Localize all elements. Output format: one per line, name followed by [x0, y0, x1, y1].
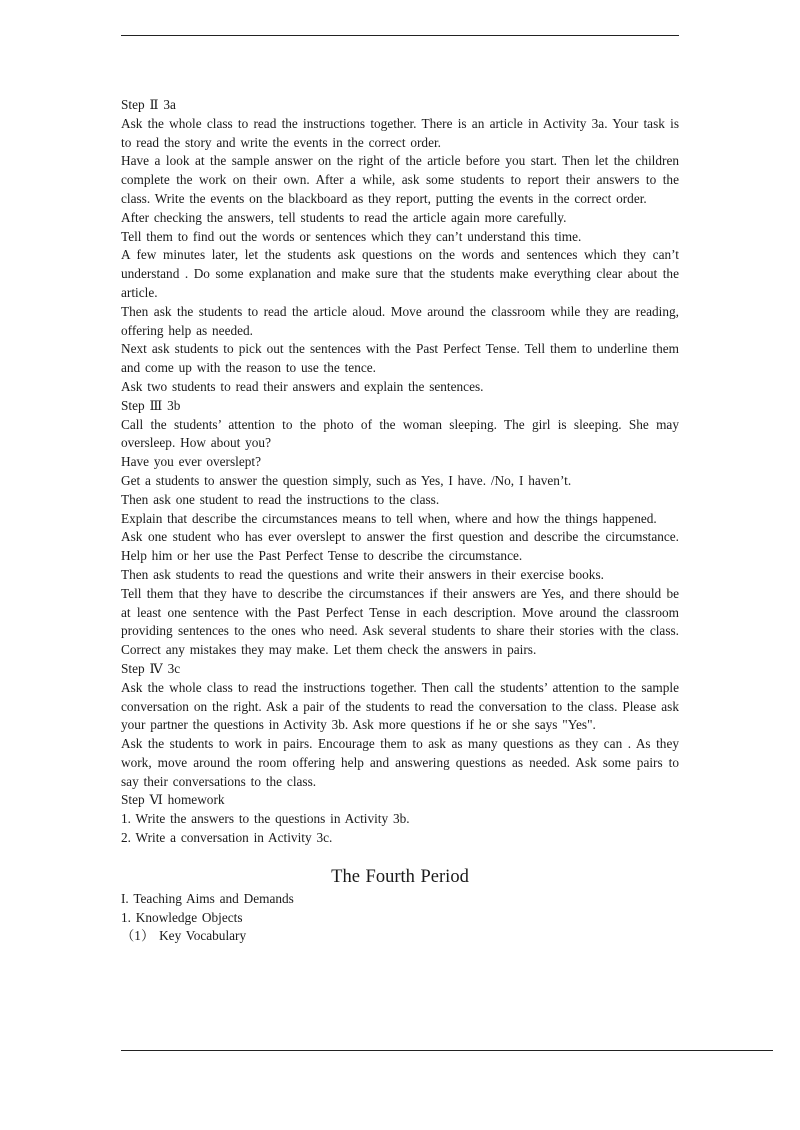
- step-6-heading: Step Ⅵ homework: [121, 792, 225, 808]
- document-body: [121, 96, 679, 946]
- paragraph: After checking the answers, tell students to read the article again more carefully.: [121, 209, 567, 225]
- outline-item: （1） Key Vocabulary: [121, 928, 247, 944]
- paragraph: Then ask the students to read the article aloud. Move around the classroom while they are reading, offering help as needed.: [121, 303, 679, 338]
- paragraph: Explain that describe the circumstances means to tell when, where and how the things happened.: [121, 510, 657, 526]
- paragraph: Ask two students to read their answers and explain the sentences.: [121, 378, 484, 394]
- homework-item: 2. Write a conversation in Activity 3c.: [121, 830, 333, 846]
- paragraph: Ask the whole class to read the instructions together. There is an article in Activity 3a. Your task is to read the story and write the events in the correct order.: [121, 115, 679, 150]
- paragraph: Have a look at the sample answer on the right of the article before you start. Then let the children complete the work on their own. After a while, ask some students to report their answers to the class. Write the events on the blackboard as they report, putting the events in the correct order.: [121, 153, 679, 206]
- paragraph: Then ask students to read the questions and write their answers in their exercise books.: [121, 566, 604, 582]
- bottom-rule: [121, 1050, 773, 1051]
- step-2-heading: Step Ⅱ 3a: [121, 97, 176, 112]
- top-rule: [121, 35, 679, 36]
- section-title: The Fourth Period: [331, 866, 469, 887]
- paragraph: Then ask one student to read the instructions to the class.: [121, 491, 440, 507]
- step-4-heading: Step Ⅳ 3c: [121, 660, 181, 676]
- paragraph: Have you ever overslept?: [121, 454, 261, 470]
- paragraph: Next ask students to pick out the sentences with the Past Perfect Tense. Tell them to underline them and come up with the reason to use the tence.: [121, 341, 679, 376]
- paragraph: Ask the whole class to read the instructions together. Then call the students’ attention to the sample conversation on the right. Ask a pair of the students to read the conversation to the class. Please ask your partner the questions in Activity 3b. Ask more questions if he or she says "Yes".: [121, 679, 679, 733]
- paragraph: Get a students to answer the question simply, such as Yes, I have. /No, I haven’t.: [121, 472, 572, 488]
- step-3-heading: Step Ⅲ 3b: [121, 397, 181, 413]
- paragraph: A few minutes later, let the students ask questions on the words and sentences which they can’t understand . Do some explanation and make sure that the students make everything clear about the article.: [121, 247, 679, 300]
- paragraph: Ask the students to work in pairs. Encourage them to ask as many questions as they can . As they work, move around the room offering help and answering questions as needed. Ask some pairs to say their conversations to the class.: [121, 736, 679, 789]
- outline-item: 1. Knowledge Objects: [121, 909, 243, 925]
- paragraph: Call the students’ attention to the photo of the woman sleeping. The girl is sleeping. She may oversleep. How about you?: [121, 416, 679, 451]
- homework-item: 1. Write the answers to the questions in Activity 3b.: [121, 811, 410, 827]
- paragraph: Tell them to find out the words or sentences which they can’t understand this time.: [121, 228, 582, 244]
- outline-item: I. Teaching Aims and Demands: [121, 890, 294, 906]
- paragraph: Ask one student who has ever overslept to answer the first question and describe the circumstance. Help him or her use the Past Perfect Tense to describe the circumstance.: [121, 529, 679, 564]
- paragraph: Tell them that they have to describe the circumstances if their answers are Yes, and there should be at least one sentence with the Past Perfect Tense in each description. Move around the classroom providing sentences to the ones who need. Ask several students to share their stories with the class. Correct any mistakes they may make. Let them check the answers in pairs.: [121, 585, 679, 658]
